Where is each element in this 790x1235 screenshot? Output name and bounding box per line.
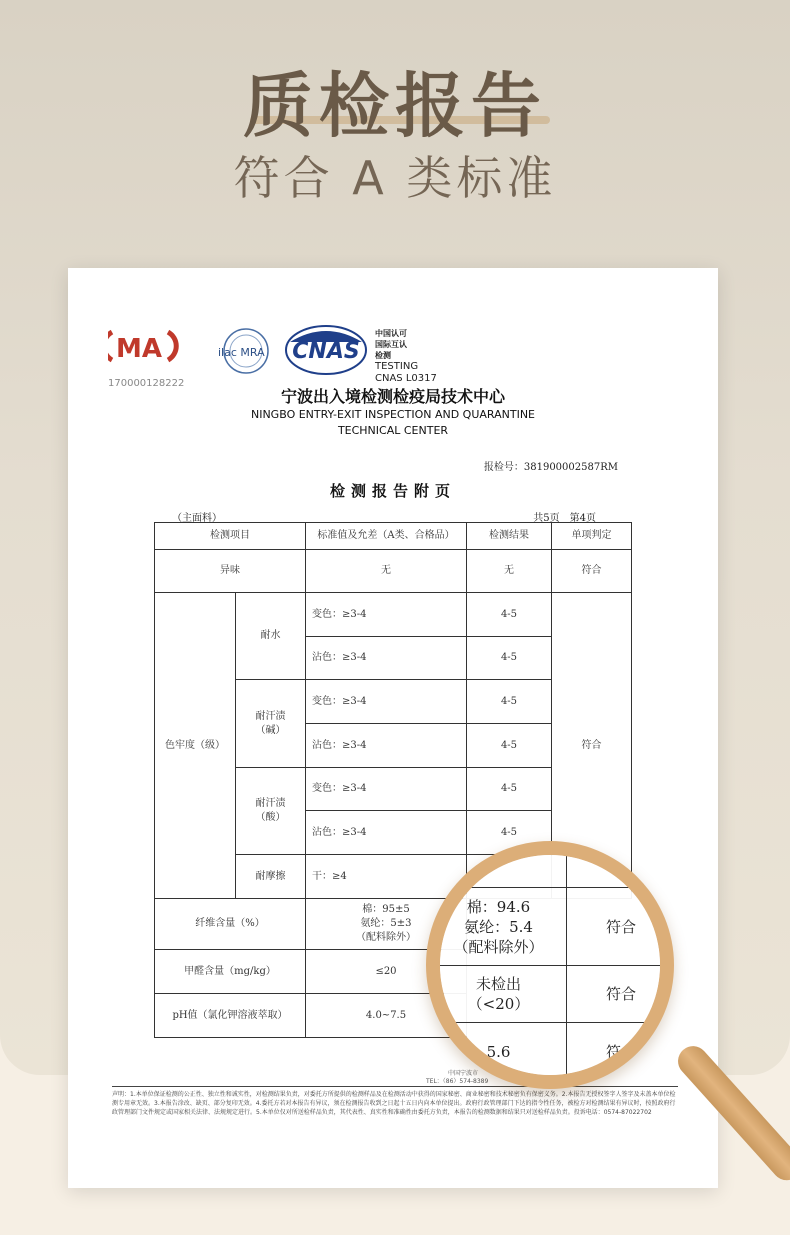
table-header: 检测项目 — [154, 522, 306, 550]
fiber-result: 棉：94.6 氨纶：5.4 （配料除外） — [440, 887, 567, 966]
cma-logo — [108, 326, 188, 366]
colorfastness-verdict: 符合 — [551, 592, 632, 899]
water-change-result: 4-5 — [466, 592, 552, 637]
page-subtitle: 符合 A 类标准 — [233, 151, 557, 205]
fabric-label: （主面料） — [172, 513, 222, 524]
water-stain-std: 沾色：≥3-4 — [305, 636, 467, 680]
rubbing-verdict-zoom — [566, 855, 660, 888]
footer-address: 中国宁波市 — [448, 1070, 479, 1077]
colorfastness-item: 色牢度（级） — [154, 592, 236, 899]
ph-verdict: 符合 — [566, 1022, 660, 1075]
rubbing-label: 耐摩擦 — [235, 854, 306, 899]
odor-result: 无 — [466, 549, 552, 593]
svg-text:ilac MRA: ilac MRA — [218, 346, 265, 359]
table-header: 单项判定 — [551, 522, 632, 550]
page-count: 共5页 第4页 — [533, 513, 596, 524]
svg-text:MA: MA — [116, 334, 162, 364]
svg-text:CNAS: CNAS — [292, 339, 360, 364]
water-change-std: 变色：≥3-4 — [305, 592, 467, 637]
fiber-standard: 棉：95±5 氨纶：5±3 （配料除外） — [305, 898, 467, 950]
sweat-alkali-label: 耐汗渍 （碱） — [235, 679, 306, 768]
rubbing-dry-std: 干：≥4 — [305, 854, 467, 899]
sweat-alkali-stain-std: 沾色：≥3-4 — [305, 723, 467, 768]
table-header: 检测结果 — [466, 522, 552, 550]
rubbing-result-zoom — [440, 855, 567, 888]
cma-number: 170000128222 — [108, 378, 185, 389]
report-number: 报检号：381900002587RM — [483, 462, 618, 473]
sweat-acid-label: 耐汗渍 （酸） — [235, 767, 306, 855]
sweat-alkali-stain-result: 4-5 — [466, 723, 552, 768]
odor-verdict: 符合 — [551, 549, 632, 593]
sweat-acid-change-std: 变色：≥3-4 — [305, 767, 467, 811]
footer-divider — [112, 1086, 678, 1087]
cnas-logo — [284, 324, 368, 376]
water-label: 耐水 — [235, 592, 306, 680]
fiber-verdict: 符合 — [566, 887, 660, 966]
table-header: 标准值及允差（A类、合格品） — [305, 522, 467, 550]
footer-tel: TEL：（86）574-8389 — [426, 1078, 489, 1085]
cnas-caption: 中国认可 国际互认 检测 TESTING CNAS L0317 — [375, 329, 437, 384]
disclaimer-text: 声明：1.本单位保证检测的公正性、独立性和诚实性，对检测结果负责，对委托方所提供的检测样品及在检测活动中获得的国家秘密、商业秘密和技术秘密负有保密义务。2.本报告无授权签字人签字及未盖本单位检测专用章无效。3.本报告涂改、缺页、部分复印无效。4.委托方若对本报告有异议，须在检测报告收到之日起十五日内向本单位提出。政府行政管理部门下达的指令性任务，被检方对检测结果有异议时，按照政府行政管理部门文件规定或国家相关法律、法规规定进行。5.本单位仅对所送检样品负责，其代表性、真实性和准确性由委托方负责，本报告的检测数据和结果只对送检样品负责。投诉电话：0574-87022702 — [112, 1091, 676, 1116]
magnified-results — [440, 855, 660, 1075]
ph-item: pH值（氯化钾溶液萃取） — [154, 993, 306, 1038]
formaldehyde-item: 甲醛含量（mg/kg） — [154, 949, 306, 994]
sweat-alkali-change-result: 4-5 — [466, 679, 552, 724]
ph-result: 5.6 — [440, 1022, 567, 1075]
formaldehyde-result: 未检出 （<20） — [440, 965, 567, 1023]
page-title: 质检报告 — [243, 65, 547, 147]
ph-standard: 4.0~7.5 — [305, 993, 467, 1038]
sweat-acid-stain-std: 沾色：≥3-4 — [305, 810, 467, 855]
sweat-alkali-change-std: 变色：≥3-4 — [305, 679, 467, 724]
org-name-en-2: TECHNICAL CENTER — [337, 424, 449, 437]
magnifier — [440, 855, 660, 1075]
org-name-cn: 宁波出入境检测检疫局技术中心 — [280, 387, 505, 406]
sweat-acid-change-result: 4-5 — [466, 767, 552, 811]
water-stain-result: 4-5 — [466, 636, 552, 680]
odor-standard: 无 — [305, 549, 467, 593]
sweat-acid-stain-result: 4-5 — [466, 810, 552, 855]
report-title: 检测报告附页 — [329, 482, 456, 500]
formaldehyde-verdict: 符合 — [566, 965, 660, 1023]
magnifier-lens — [440, 855, 660, 1075]
odor-item: 异味 — [154, 549, 306, 593]
ilac-mra-logo — [214, 326, 278, 376]
formaldehyde-standard: ≤20 — [305, 949, 467, 994]
fiber-item: 纤维含量（%） — [154, 898, 306, 950]
org-name-en-1: NINGBO ENTRY-EXIT INSPECTION AND QUARANTINE — [250, 408, 535, 421]
